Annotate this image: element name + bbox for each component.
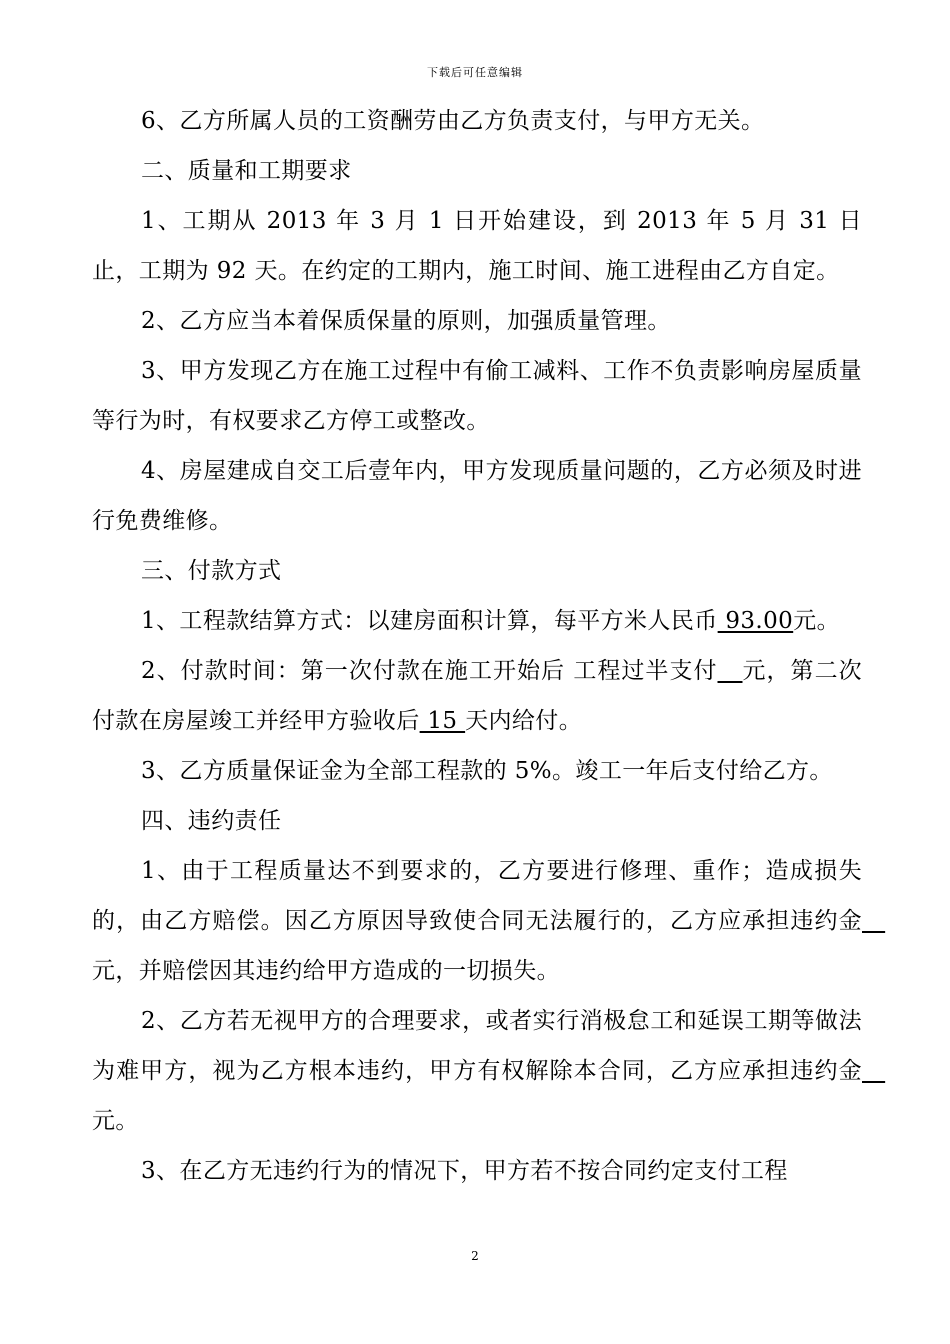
paragraph-p3 [92, 196, 862, 296]
paragraph-text: 3、乙方质量保证金为全部工程款的 5%。竣工一年后支付给乙方。 [141, 758, 833, 784]
paragraph-p8 [92, 596, 862, 646]
paragraph-text: 四、违约责任 [141, 808, 282, 834]
paragraph-text: 1、由于工程质量达不到要求的，乙方要进行修理、重作；造成损失的，由乙方赔偿。因乙方原因导致使合同无法履行的，乙方应承担违约金 [92, 858, 862, 934]
fill-blank [862, 908, 885, 934]
paragraph-p2 [92, 146, 862, 196]
fill-blank [862, 1058, 885, 1084]
page-header-note: 下载后可任意编辑 [427, 66, 523, 79]
paragraph-p5 [92, 346, 862, 446]
page-number: 2 [471, 1249, 479, 1263]
paragraph-p12 [92, 846, 862, 996]
paragraph-p10 [92, 746, 862, 796]
paragraph-text: 2、乙方若无视甲方的合理要求，或者实行消极怠工和延误工期等做法为难甲方，视为乙方根本违约，甲方有权解除本合同，乙方应承担违约金 [92, 1008, 862, 1084]
paragraph-text: 元。 [793, 608, 841, 634]
paragraph-p7 [92, 546, 862, 596]
paragraph-text: 3、甲方发现乙方在施工过程中有偷工减料、工作不负责影响房屋质量等行为时，有权要求乙方停工或整改。 [92, 358, 862, 434]
paragraph-text: 2、付款时间：第一次付款在施工开始后 工程过半支付 [141, 658, 718, 684]
paragraph-text: 1、工期从 2013 年 3 月 1 日开始建设，到 2013 年 5 月 31 日止，工期为 92 天。在约定的工期内，施工时间、施工进程由乙方自定。 [92, 208, 862, 284]
paragraph-p14 [92, 1146, 862, 1196]
fill-blank: 15 [419, 708, 466, 734]
paragraph-text: 元，第二次付款在房屋竣工并经甲方验收后 [92, 658, 862, 734]
paragraph-text: 天内给付。 [465, 708, 583, 734]
paragraph-p11 [92, 796, 862, 846]
paragraph-text: 6、乙方所属人员的工资酬劳由乙方负责支付，与甲方无关。 [141, 108, 765, 134]
paragraph-p6 [92, 446, 862, 546]
contract-body [92, 96, 862, 1196]
paragraph-p4 [92, 296, 862, 346]
paragraph-text: 4、房屋建成自交工后壹年内，甲方发现质量问题的，乙方必须及时进行免费维修。 [92, 458, 862, 534]
paragraph-text: 三、付款方式 [141, 558, 282, 584]
paragraph-text: 元。 [92, 1108, 139, 1134]
paragraph-p9 [92, 646, 862, 746]
paragraph-p13 [92, 996, 862, 1146]
paragraph-p1 [92, 96, 862, 146]
fill-blank: 93.00 [717, 608, 794, 634]
paragraph-text: 元，并赔偿因其违约给甲方造成的一切损失。 [92, 958, 560, 984]
paragraph-text: 二、质量和工期要求 [141, 158, 352, 184]
paragraph-text: 2、乙方应当本着保质保量的原则，加强质量管理。 [141, 308, 671, 334]
fill-blank [718, 658, 743, 684]
paragraph-text: 1、工程款结算方式：以建房面积计算，每平方米人民币 [141, 608, 718, 634]
paragraph-text: 3、在乙方无违约行为的情况下，甲方若不按合同约定支付工程 [141, 1158, 788, 1184]
